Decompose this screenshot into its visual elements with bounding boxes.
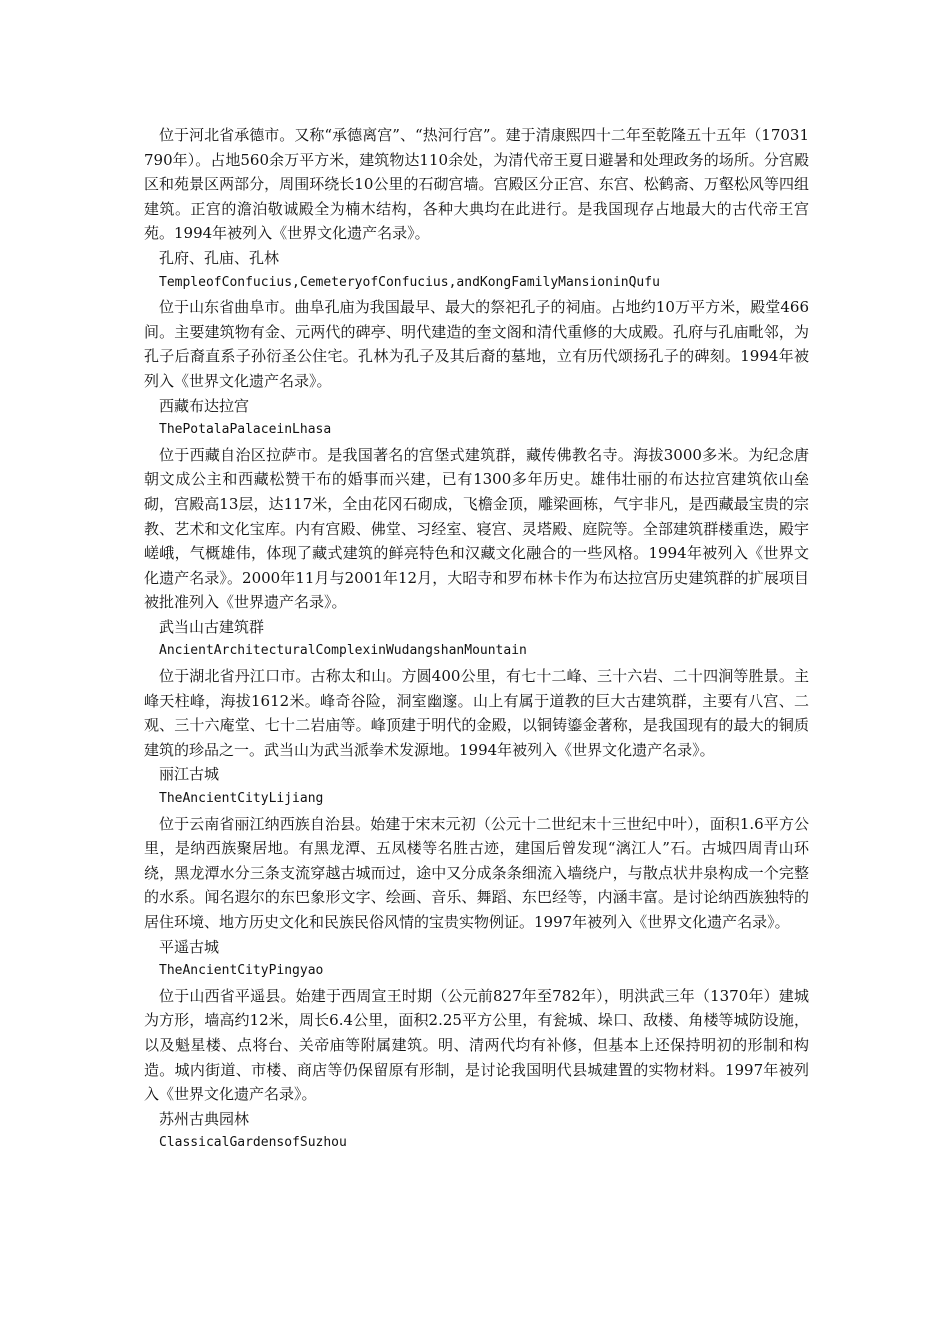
heading-en-suzhou: ClassicalGardensofSuzhou [159,1135,347,1151]
heading-cn-suzhou: 苏州古典园林 [159,1109,250,1128]
heading-cn-qufu: 孔府、孔庙、孔林 [159,248,280,267]
paragraph-wudang: 位于湖北省丹江口市。古称太和山。方圆400公里，有七十二峰、三十六岩、二十四涧等胜景。主峰天柱峰，海拔1612米。峰奇谷险，洞室幽邃。山上有属于道教的巨大古建筑群，主要有八宫、二观、三十六庵堂、七十二岩庙等。峰顶建于明代的金殿，以铜铸鎏金著称，是我国现有的最大的铜质建筑的珍品之一。武当山为武当派拳术发源地。1994年被列入《世界文化遗产名录》。 [144,667,809,759]
paragraph-pingyao: 位于山西省平遥县。始建于西周宣王时期（公元前827年至782年），明洪武三年（1370年）建城为方形，墙高约12米，周长6.4公里，面积2.25平方公里，有瓮城、垛口、敌楼、角楼等城防设施，以及魁星楼、点将台、关帝庙等附属建筑。明、清两代均有补修，但基本上还保持明初的形制和构造。城内街道、市楼、商店等仍保留原有形制，是讨论我国明代县城建置的实物材料。1997年被列入《世界文化遗产名录》。 [144,986,809,1104]
paragraph-chengde: 位于河北省承德市。又称“承德离宫”、“热河行宫”。建于清康熙四十二年至乾隆五十五年（17031790年）。占地560余万平方米，建筑物达110余处，为清代帝王夏日避暑和处理政务的场所。分宫殿区和苑景区两部分，周围环绕长10公里的石砌宫墙。宫殿区分正宫、东宫、松鹤斋、万壑松风等四组建筑。正宫的澹泊敬诚殿全为楠木结构，各种大典均在此进行。是我国现存占地最大的古代帝王宫苑。1994年被列入《世界文化遗产名录》。 [144,126,809,243]
heading-cn-lijiang: 丽江古城 [159,765,220,784]
document-page [144,123,809,1156]
paragraph-lijiang: 位于云南省丽江纳西族自治县。始建于宋末元初（公元十二世纪末十三世纪中叶），面积1.6平方公里，是纳西族聚居地。有黑龙潭、五凤楼等名胜古迹，建国后曾发现“漓江人”石。古城四周青山环绕，黑龙潭水分三条支流穿越古城而过，途中又分成条条细流入墙绕户，与散点状井泉构成一个完整的水系。闻名遐尔的东巴象形文字、绘画、音乐、舞蹈、东巴经等，内涵丰富。是讨论纳西族独特的居住环境、地方历史文化和民族民俗风情的宝贵实物例证。1997年被列入《世界文化遗产名录》。 [144,814,809,931]
heading-en-lijiang: TheAncientCityLijiang [159,791,324,807]
heading-en-wudang: AncientArchitecturalComplexinWudangshanMountain [159,643,527,659]
heading-cn-potala: 西藏布达拉宫 [159,396,250,415]
heading-en-qufu: TempleofConfucius,CemeteryofConfucius,andKongFamilyMansioninQufu [159,274,660,290]
paragraph-qufu: 位于山东省曲阜市。曲阜孔庙为我国最早、最大的祭祀孔子的祠庙。占地约10万平方米，殿堂466间。主要建筑物有金、元两代的碑亭、明代建造的奎文阁和清代重修的大成殿。孔府与孔庙毗邻，为孔子后裔直系子孙衍圣公住宅。孔林为孔子及其后裔的墓地，立有历代颂扬孔子的碑刻。1994年被列入《世界文化遗产名录》。 [144,298,809,390]
paragraph-potala: 位于西藏自治区拉萨市。是我国著名的宫堡式建筑群，藏传佛教名寺。海拔3000多米。为纪念唐朝文成公主和西藏松赞干布的婚事而兴建，已有1300多年历史。雄伟壮丽的布达拉宫建筑依山垒砌，宫殿高13层，达117米，全由花冈石砌成，飞檐金顶，雕梁画栋，气宇非凡，是西藏最宝贵的宗教、艺术和文化宝库。内有宫殿、佛堂、习经室、寝宫、灵塔殿、庭院等。全部建筑群楼重迭，殿宇嵯峨，气概雄伟，体现了藏式建筑的鲜亮特色和汉藏文化融合的一些风格。1994年被列入《世界文化遗产名录》。2000年11月与2001年12月，大昭寺和罗布林卡作为布达拉宫历史建筑群的扩展项目被批准列入《世界遗产名录》。 [144,445,809,612]
heading-cn-pingyao: 平遥古城 [159,937,220,956]
heading-en-potala: ThePotalaPalaceinLhasa [159,422,332,438]
heading-en-pingyao: TheAncientCityPingyao [159,963,324,979]
heading-cn-wudang: 武当山古建筑群 [159,617,265,636]
